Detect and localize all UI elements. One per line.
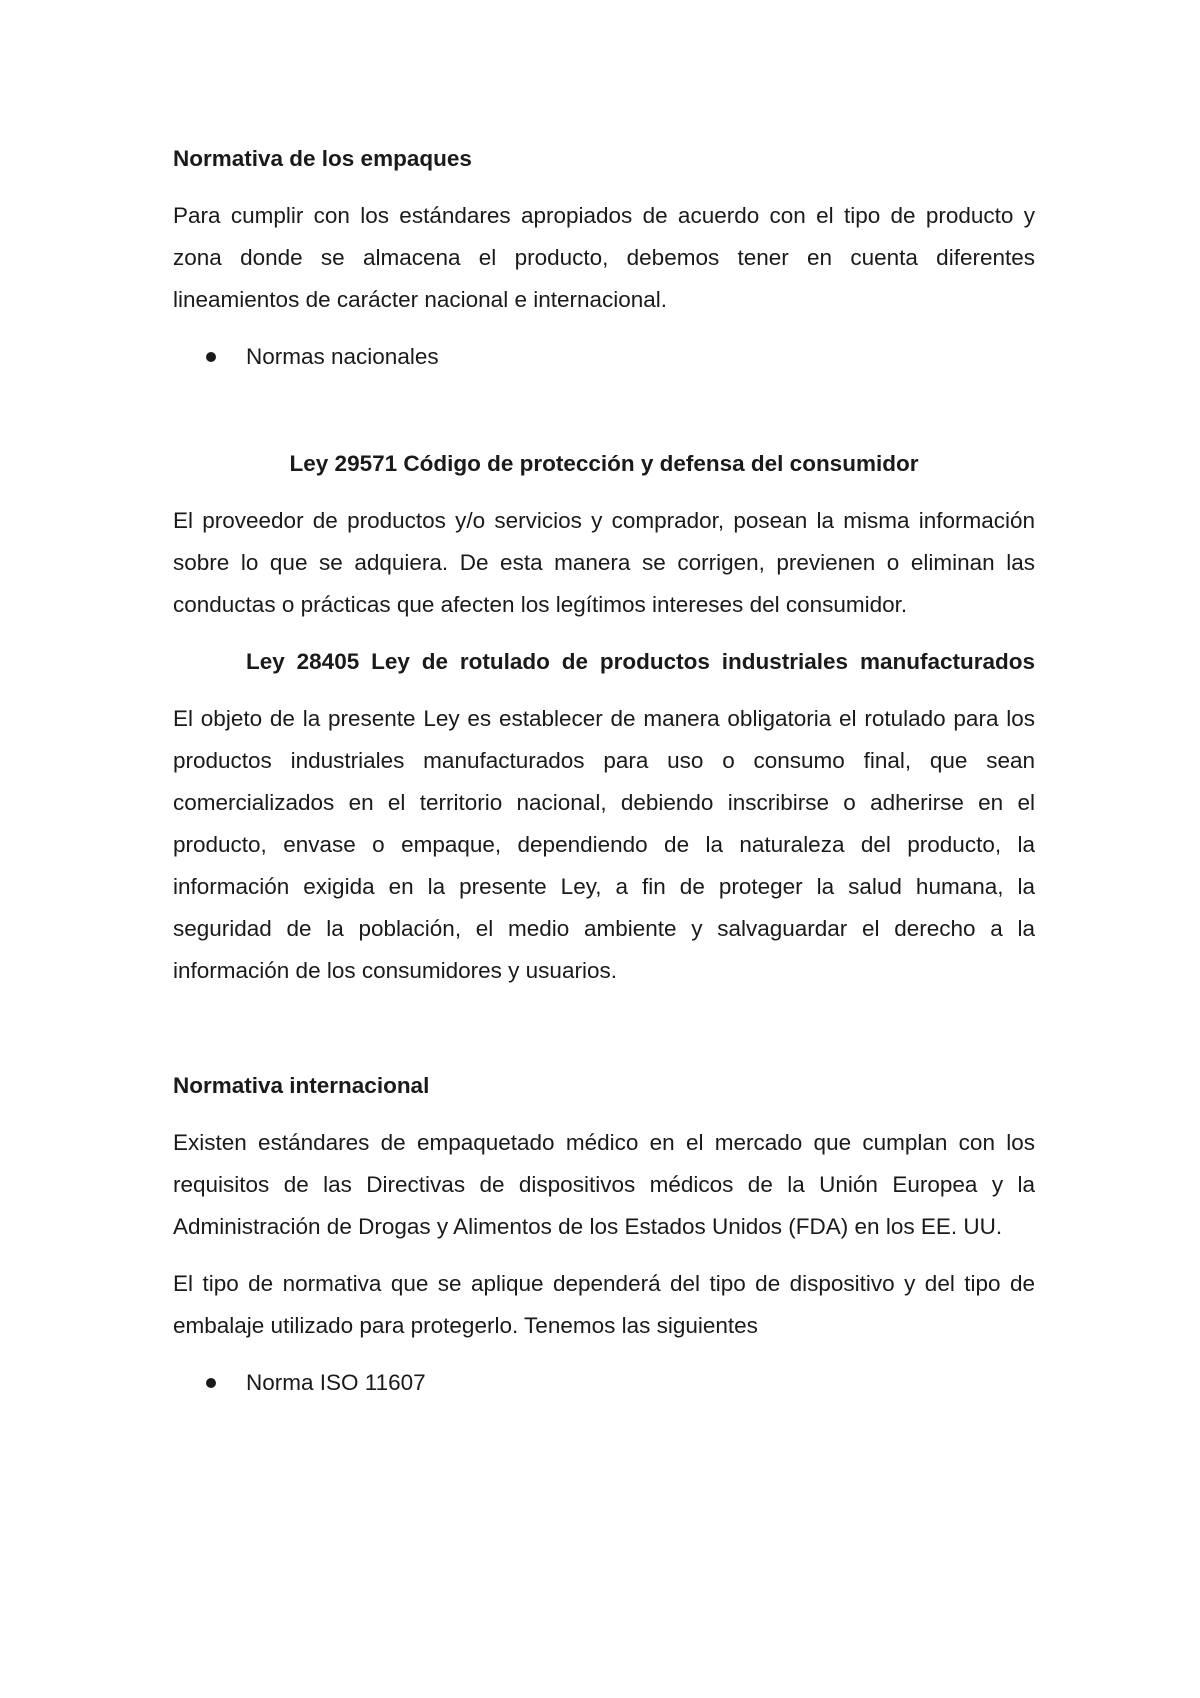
list-item	[173, 1362, 1035, 1404]
bullet-label-national: Normas nacionales	[246, 344, 439, 369]
bullet-icon	[206, 352, 216, 362]
section-heading-empaques: Normativa de los empaques	[173, 146, 472, 171]
spacer	[173, 378, 1035, 443]
law-29571-paragraph: El proveedor de productos y/o servicios y comprador, posean la misma información sobre lo que se adquiera. De esta manera se corrigen, previenen o eliminan las conductas o prácticas que afecten los legítimos intereses del consumidor.	[173, 508, 1035, 617]
bullet-list-international	[173, 1362, 1035, 1404]
document-body	[173, 138, 1035, 1404]
bullet-list-national	[173, 336, 1035, 378]
section-heading-internacional: Normativa internacional	[173, 1073, 430, 1098]
intl-paragraph-2: El tipo de normativa que se aplique dependerá del tipo de dispositivo y del tipo de embalaje utilizado para protegerlo. Tenemos las siguientes	[173, 1271, 1035, 1338]
spacer	[173, 683, 1035, 698]
law-29571-title: Ley 29571 Código de protección y defensa del consumidor	[289, 451, 919, 476]
list-item	[173, 336, 1035, 378]
bullet-label-iso: Norma ISO 11607	[246, 1370, 426, 1395]
law-28405-title: Ley 28405 Ley de rotulado de productos industriales manufacturados	[246, 649, 1035, 674]
bullet-icon	[206, 1378, 216, 1388]
law-28405-paragraph: El objeto de la presente Ley es establecer de manera obligatoria el rotulado para los productos industriales manufacturados para uso o consumo final, que sean comercializados en el territorio nacional, debiendo inscribirse o adherirse en el producto, envase o empaque, dependiendo de la naturaleza del producto, la información exigida en la presente Ley, a fin de proteger la salud humana, la seguridad de la población, el medio ambiente y salvaguardar el derecho a la información de los consumidores y usuarios.	[173, 706, 1035, 983]
law-28405-title-line1	[246, 641, 1035, 683]
intro-paragraph: Para cumplir con los estándares apropiados de acuerdo con el tipo de producto y zona donde se almacena el producto, debemos tener en cuenta diferentes lineamientos de carácter nacional e internacional.	[173, 203, 1035, 312]
intl-paragraph-1: Existen estándares de empaquetado médico en el mercado que cumplan con los requisitos de las Directivas de dispositivos médicos de la Unión Europea y la Administración de Drogas y Alimentos de los Estados Unidos (FDA) en los EE. UU.	[173, 1130, 1035, 1239]
spacer	[173, 1007, 1035, 1065]
